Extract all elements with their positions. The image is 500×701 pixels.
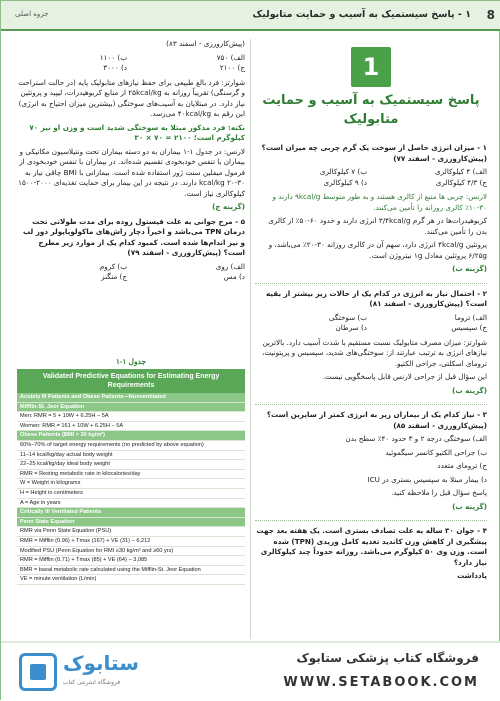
header-tag: جزوه اصلی — [15, 10, 49, 18]
answer-2-key: (گزینه ب) — [452, 385, 487, 395]
option: د) ۹ کیلوکالری — [323, 177, 367, 187]
question-2-text: ۲ - احتمال نیاز به انرژی در کدام یک از حالات زیر بیشتر از بقیه است؟ (پیش‌کارورزی - اسفند ۸۱) — [265, 288, 487, 308]
question-4 — [255, 526, 487, 582]
table-row: RMR = Resting metabolic rate in kilocalories/day — [17, 470, 245, 480]
answer-1-detail: کربوهیدرات‌ها در هر گرم ۳/۴kcal/g انرژی دارند و حدود ۶۰-۵۰٪ از کالری بدن را تأمین می‌کنند. — [268, 216, 487, 236]
answer-3-key: (گزینه ب) — [452, 501, 487, 511]
question-5-text: ۵ - مرح جوانی به علت فیستول روده برای مدت طولانی تحت درمان TPN می‌باشد و اخیراً دچار راش‌های ماکولوپاپولر دور لب و نیز اندام‌ها شده است. کمبود کدام یک از موارد زیر مطرح است؟ (پیش‌کارورزی - اسفند ۷۹) — [22, 216, 245, 257]
option: ب) سوختگی — [328, 312, 367, 322]
question-source: (پیش‌کارورزی - اسفند ۸۳) — [166, 39, 245, 48]
right-column — [255, 39, 487, 585]
logo-brand: ستابوک — [63, 651, 139, 675]
question-4-text: ۴ - جوان ۳۰ ساله به علت تصادف بستری است. یک هفته بعد جهت پیشگیری از کاهش وزن کاندید تغذیه کامل وریدی (TPN) شده است. وزن وی ۵۰ کیلوگرم می‌باشد. روزانه حدوداً چند کیلوکالری نیاز دارد؟ — [256, 526, 487, 567]
table-row: VE = minute ventilation (L/min) — [17, 575, 245, 585]
answer-4-key: (گزینه ج) — [212, 202, 245, 211]
running-header — [1, 1, 500, 31]
option: ب) جراحی الکتیو کانسر سیگموئید — [385, 447, 487, 457]
question-2 — [255, 289, 487, 406]
table-row: RMR via Penn State Equation (PSU) — [17, 527, 245, 537]
option: د) ۳۰۰۰ — [103, 63, 127, 72]
energy-equations-table — [17, 357, 245, 585]
option: ب) ۷ کیلوکالری — [319, 167, 367, 176]
left-column — [17, 39, 245, 287]
table-row: Women: RMR = 161 + 10W + 6.25H − 5A — [17, 422, 245, 432]
table-title: Validated Predictive Equations for Estimating Energy Requirements — [17, 369, 245, 393]
question-1-text: ۱ - میزان انرژی حاصل از سوخت یک گرم چربی چه میزان است؟ (پیش‌کارورزی - اسفند ۷۷) — [261, 143, 487, 163]
option: ج) منگنز — [101, 272, 127, 281]
option: الف) ۷۵۰ — [216, 52, 245, 62]
answer-1-explanation: لارنس: چربی ها منبع از کالری هستند و به طور متوسط ۹kcal/g دارند و ۳۰-۱۰٪ کالری روزانه را تأمین می‌کنند. — [272, 192, 487, 212]
answer-2-detail: این سؤال قبل از جراحی لارنس قابل پاسخگویی نیست. — [322, 372, 487, 381]
footer-banner — [1, 641, 500, 701]
answer-4-detail: لارنس: در جدول ۱-۱ بیماران به دو دسته بیماران تحت ونتیلاسیون مکانیکی و بیماران با تنفس خودبخودی تقسیم شده‌اند. در بیماران با تنفس خودبخودی از فرمول میفلین سنت ژور استفاده شده است. بیمارانی با BMI چاقی نیاز به ۳۰-۲۰ kcal/kg دارند. در نتیجه در این بیمار برای حمایت تغذیه‌ای ۲۰۰۰-۱۵۰۰ کیلوکالری نیاز است. — [18, 146, 245, 198]
chapter-title: ۱ - پاسخ سیستمیک به آسیب و حمایت متابولیک — [252, 9, 471, 20]
option: ب) ۱۱۰۰ — [99, 52, 127, 62]
table-row: 22–25 kcal/kg/day ideal body weight — [17, 460, 245, 470]
table-row: Penn State Equation — [17, 518, 245, 528]
table-row: 60%–70% of target energy requirements (no predicted by above equation) — [17, 441, 245, 451]
question-1-options — [255, 167, 487, 188]
option: ب) کروم — [99, 261, 127, 271]
question-1 — [255, 143, 487, 284]
memo-label: یادداشت — [457, 571, 487, 580]
answer-1-key: (گزینه ب) — [452, 264, 487, 273]
answer-1-detail-2: پروتئین ۴kcal/g انرژی دارد، سهم آن در کالری روزانه ۳۰-۲۰٪ می‌باشد، و ۶/۲۵g پروتئین معادل ۱g نیتروژن است. — [268, 240, 487, 260]
table-label: جدول ۱-۱ — [115, 357, 147, 366]
note-box: نکته: فرد مذکور مبتلا به سوختگی شدید است و وزن او نیز ۷۰ کیلوگرم است؛ ۲۱۰۰ = ۷۰ × ۳۰ — [29, 122, 245, 142]
chapter-number-badge: 1 — [351, 47, 391, 87]
option: ج) سپسیس — [451, 323, 487, 332]
table-row: 11–14 kcal/kg/day actual body weight — [17, 451, 245, 461]
option: د) مس — [223, 272, 245, 281]
table-row: H = Height in centimeters — [17, 489, 245, 499]
table-row: BMR = basal metabolic rate calculated using the Mifflin-St. Jeor Equation — [17, 566, 245, 576]
question-3-text: ۳ - نیاز کدام یک از بیماران زیر به انرژی کمتر از سایرین است؟ (پیش‌کارورزی - اسفند ۸۵) — [266, 410, 487, 430]
question-2-options — [255, 313, 487, 334]
answer-3-explanation: پاسخ سؤال قبل را ملاحظه کنید. — [391, 488, 487, 497]
answer-2-explanation: شوارتز: میزان مصرف متابولیک نسبت مستقیم با شدت آسیب دارد. بالاترین نیازهای انرژی به ترتیب عبارتند از: سوختگی‌های شدید، سپسیس و پریتونیت، ترومای اسکلتی، جراحی الکتیو. — [262, 337, 487, 368]
store-url: WWW.SETABOOK.COM — [283, 675, 479, 690]
logo-mark-icon — [19, 653, 57, 691]
table-row: A = Age in years — [17, 499, 245, 509]
chapter-heading: پاسخ سیستمیک به آسیب و حمایت متابولیک — [262, 93, 480, 127]
option: ج) ترومای متعدد — [437, 461, 487, 470]
table-row: Acutely Ill Patients and Obese Patients—Nonventilated — [17, 393, 245, 403]
logo-subtitle: فروشگاه اینترنتی کتاب — [63, 679, 121, 686]
option: الف) تروما — [454, 312, 487, 322]
table-body — [17, 393, 245, 585]
table-row: Mifflin-St. Jeor Equation — [17, 403, 245, 413]
store-logo — [19, 649, 189, 697]
question-4-options — [17, 53, 245, 74]
table-row: Modified PSU (Penn Equation for RMI ≥30 kg/m² and ≥60 yrs) — [17, 547, 245, 557]
store-name: فروشگاه کتاب پزشکی ستابوک — [296, 651, 479, 665]
answer-4-explanation: شوارتز: فرد بالغ طبیعی برای حفظ نیازهای متابولیک پایه (در حالت استراحت و گرسنگی) تقریباً روزانه به ۲۵kcal/kg از منابع کربوهیدرات، لیپید و پروتئین نیاز دارد. در مبتلایان به آسیب‌های سوختگی (بیشترین میزان احتیاج به انرژی) این رقم به ۴۰kcal/kg می‌رسد. — [18, 77, 245, 118]
table-row: RMR = Mifflin (0.71) + Tmax (85) + VE (64) − 3,085 — [17, 556, 245, 566]
option: ج) ۴/۳ کیلوکالری — [435, 177, 487, 187]
table-row: RMR = Mifflin (0.96) + Tmax (167) + VE (31) − 6,212 — [17, 537, 245, 547]
table-row: Obese Patients (BMI > 30 kg/m²) — [17, 431, 245, 441]
question-5-options — [17, 262, 245, 283]
table-row: Critically Ill Ventilated Patients — [17, 508, 245, 518]
option: ج) ۲۱۰۰ — [219, 63, 245, 72]
table-row: W = Weight in kilograms — [17, 479, 245, 489]
option: د) سرطان — [335, 323, 367, 332]
option: الف) سوختگی درجه ۲ و ۳ حدود ۴۰٪ سطح بدن — [345, 434, 487, 443]
question-3 — [255, 410, 487, 521]
option: د) بیمار مبتلا به سپسیس بستری در ICU — [367, 474, 487, 484]
option: الف) ۴ کیلوکالری — [435, 167, 487, 176]
column-divider — [250, 39, 251, 639]
table-row: Men: RMR = 5 + 10W + 6.25H − 5A — [17, 412, 245, 422]
page-number: 8 — [486, 8, 495, 22]
option: الف) روی — [215, 261, 245, 271]
